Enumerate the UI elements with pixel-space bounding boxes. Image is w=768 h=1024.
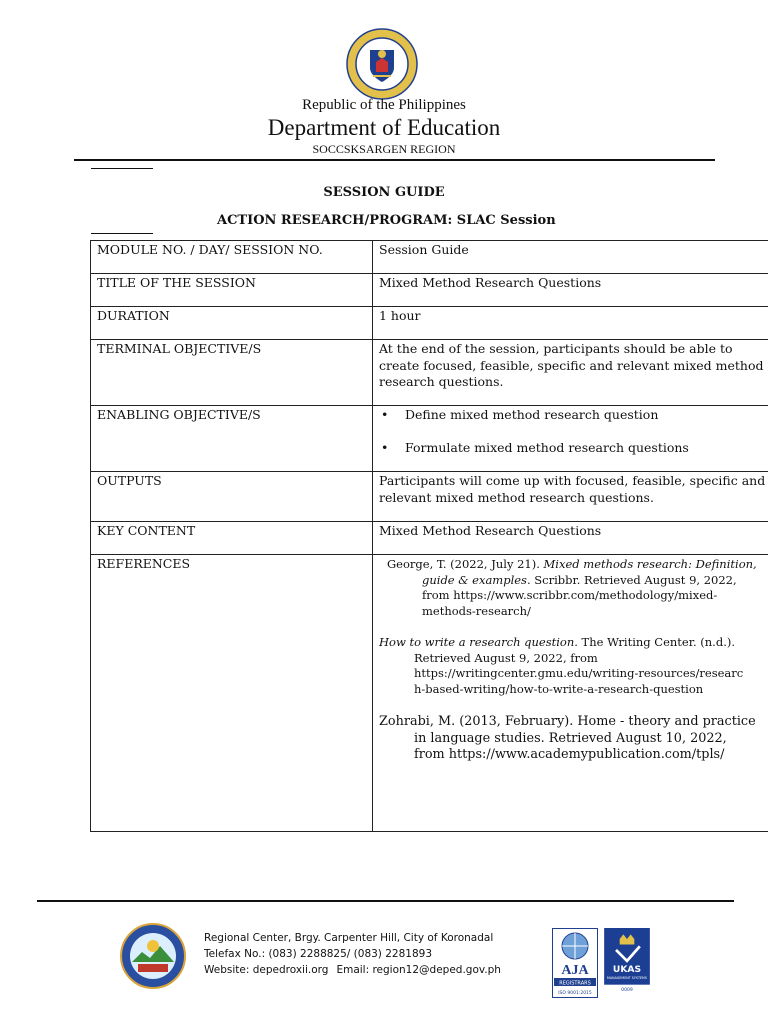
short-rule-top <box>91 168 153 169</box>
ref1-line4: methods-research/ <box>422 603 531 618</box>
table-row <box>91 522 768 555</box>
row-label-key-content: KEY CONTENT <box>91 522 373 555</box>
footer-web-email <box>204 962 501 978</box>
footer-website: Website: depedroxii.org <box>204 964 329 976</box>
ref2-line2: Retrieved August 9, 2022, from <box>414 650 598 665</box>
row-value-duration: 1 hour <box>373 307 768 340</box>
deped-seal <box>346 28 418 100</box>
ref3-line2: in language studies. Retrieved August 10, 2022, <box>414 730 727 746</box>
ref3-line1: Zohrabi, M. (2013, February). Home - theory and practice <box>379 714 756 729</box>
table-row <box>91 307 768 340</box>
enabling-objectives-list <box>379 407 768 456</box>
row-value-key-content: Mixed Method Research Questions <box>373 522 768 555</box>
table-row <box>91 406 768 472</box>
row-value-outputs: Participants will come up with focused, feasible, specific and relevant mixed method research questions. <box>373 472 768 522</box>
header-divider <box>74 159 715 161</box>
row-label-duration: DURATION <box>91 307 373 340</box>
header-republic: Republic of the Philippines <box>302 97 466 113</box>
table-row <box>91 472 768 522</box>
ref1-title-2: guide & examples <box>422 572 527 587</box>
aja-certification-logo <box>552 928 598 998</box>
footer-divider <box>37 900 734 902</box>
ukas-certification-logo <box>602 928 652 992</box>
document-title: SESSION GUIDE <box>323 185 445 200</box>
ref2-line3: https://writingcenter.gmu.edu/writing-resources/researc <box>414 666 744 680</box>
row-value-references <box>373 555 768 832</box>
cert1-label: AJA <box>561 963 589 978</box>
table-row <box>91 241 768 274</box>
row-label-module: MODULE NO. / DAY/ SESSION NO. <box>91 241 373 274</box>
row-value-title: Mixed Method Research Questions <box>373 274 768 307</box>
document-subtitle: ACTION RESEARCH/PROGRAM: SLAC Session <box>217 213 556 228</box>
reference-zohrabi <box>379 714 768 764</box>
reference-george <box>379 557 768 619</box>
row-value-enabling <box>373 406 768 472</box>
cert2-label: UKAS <box>612 964 642 975</box>
row-label-terminal: TERMINAL OBJECTIVE/S <box>91 340 373 406</box>
row-label-enabling: ENABLING OBJECTIVE/S <box>91 406 373 472</box>
list-item: • Define mixed method research question <box>379 407 768 424</box>
ref1-rest: . Scribbr. Retrieved August 9, 2022, <box>526 572 737 587</box>
ref2-rest: . The Writing Center. (n.d.). <box>574 635 735 649</box>
ref1-line3: from https://www.scribbr.com/methodology/mixed- <box>422 588 718 602</box>
header-region: SOCCSKSARGEN REGION <box>312 142 456 156</box>
cert2-code: 0009 <box>621 988 633 992</box>
footer-contact <box>204 930 501 978</box>
cert2-sub: MANAGEMENT SYSTEMS <box>607 976 647 981</box>
ref1-author: George, T. (2022, July 21). <box>387 557 544 571</box>
table-row <box>91 555 768 832</box>
cert1-sub: REGISTRARS <box>559 980 591 987</box>
row-label-references: REFERENCES <box>91 555 373 832</box>
list-item: • Formulate mixed method research questions <box>379 440 768 457</box>
short-rule-bottom <box>91 233 153 234</box>
table-row <box>91 340 768 406</box>
row-value-module: Session Guide <box>373 241 768 274</box>
session-table <box>90 240 768 832</box>
cert1-iso: ISO 9001:2015 <box>558 991 592 996</box>
header-department: Department of Education <box>267 115 501 140</box>
region-seal <box>120 922 186 990</box>
table-row <box>91 274 768 307</box>
ref2-title: How to write a research question <box>379 635 575 649</box>
ref3-line3: from https://www.academypublication.com/tpls/ <box>414 747 725 762</box>
reference-writing-center <box>379 635 768 697</box>
ref2-line4: h-based-writing/how-to-write-a-research-question <box>414 681 704 696</box>
row-value-terminal: At the end of the session, participants should be able to create focused, feasible, specific and relevant mixed method research questions. <box>373 340 768 406</box>
row-label-outputs: OUTPUTS <box>91 472 373 522</box>
footer-address: Regional Center, Brgy. Carpenter Hill, City of Koronadal <box>204 932 494 944</box>
row-label-title: TITLE OF THE SESSION <box>91 274 373 307</box>
ref1-title-1: Mixed methods research: Definition, <box>543 557 757 571</box>
footer-email: Email: region12@deped.gov.ph <box>336 964 501 976</box>
footer-telefax: Telefax No.: (083) 2288825/ (083) 2281893 <box>204 948 433 960</box>
